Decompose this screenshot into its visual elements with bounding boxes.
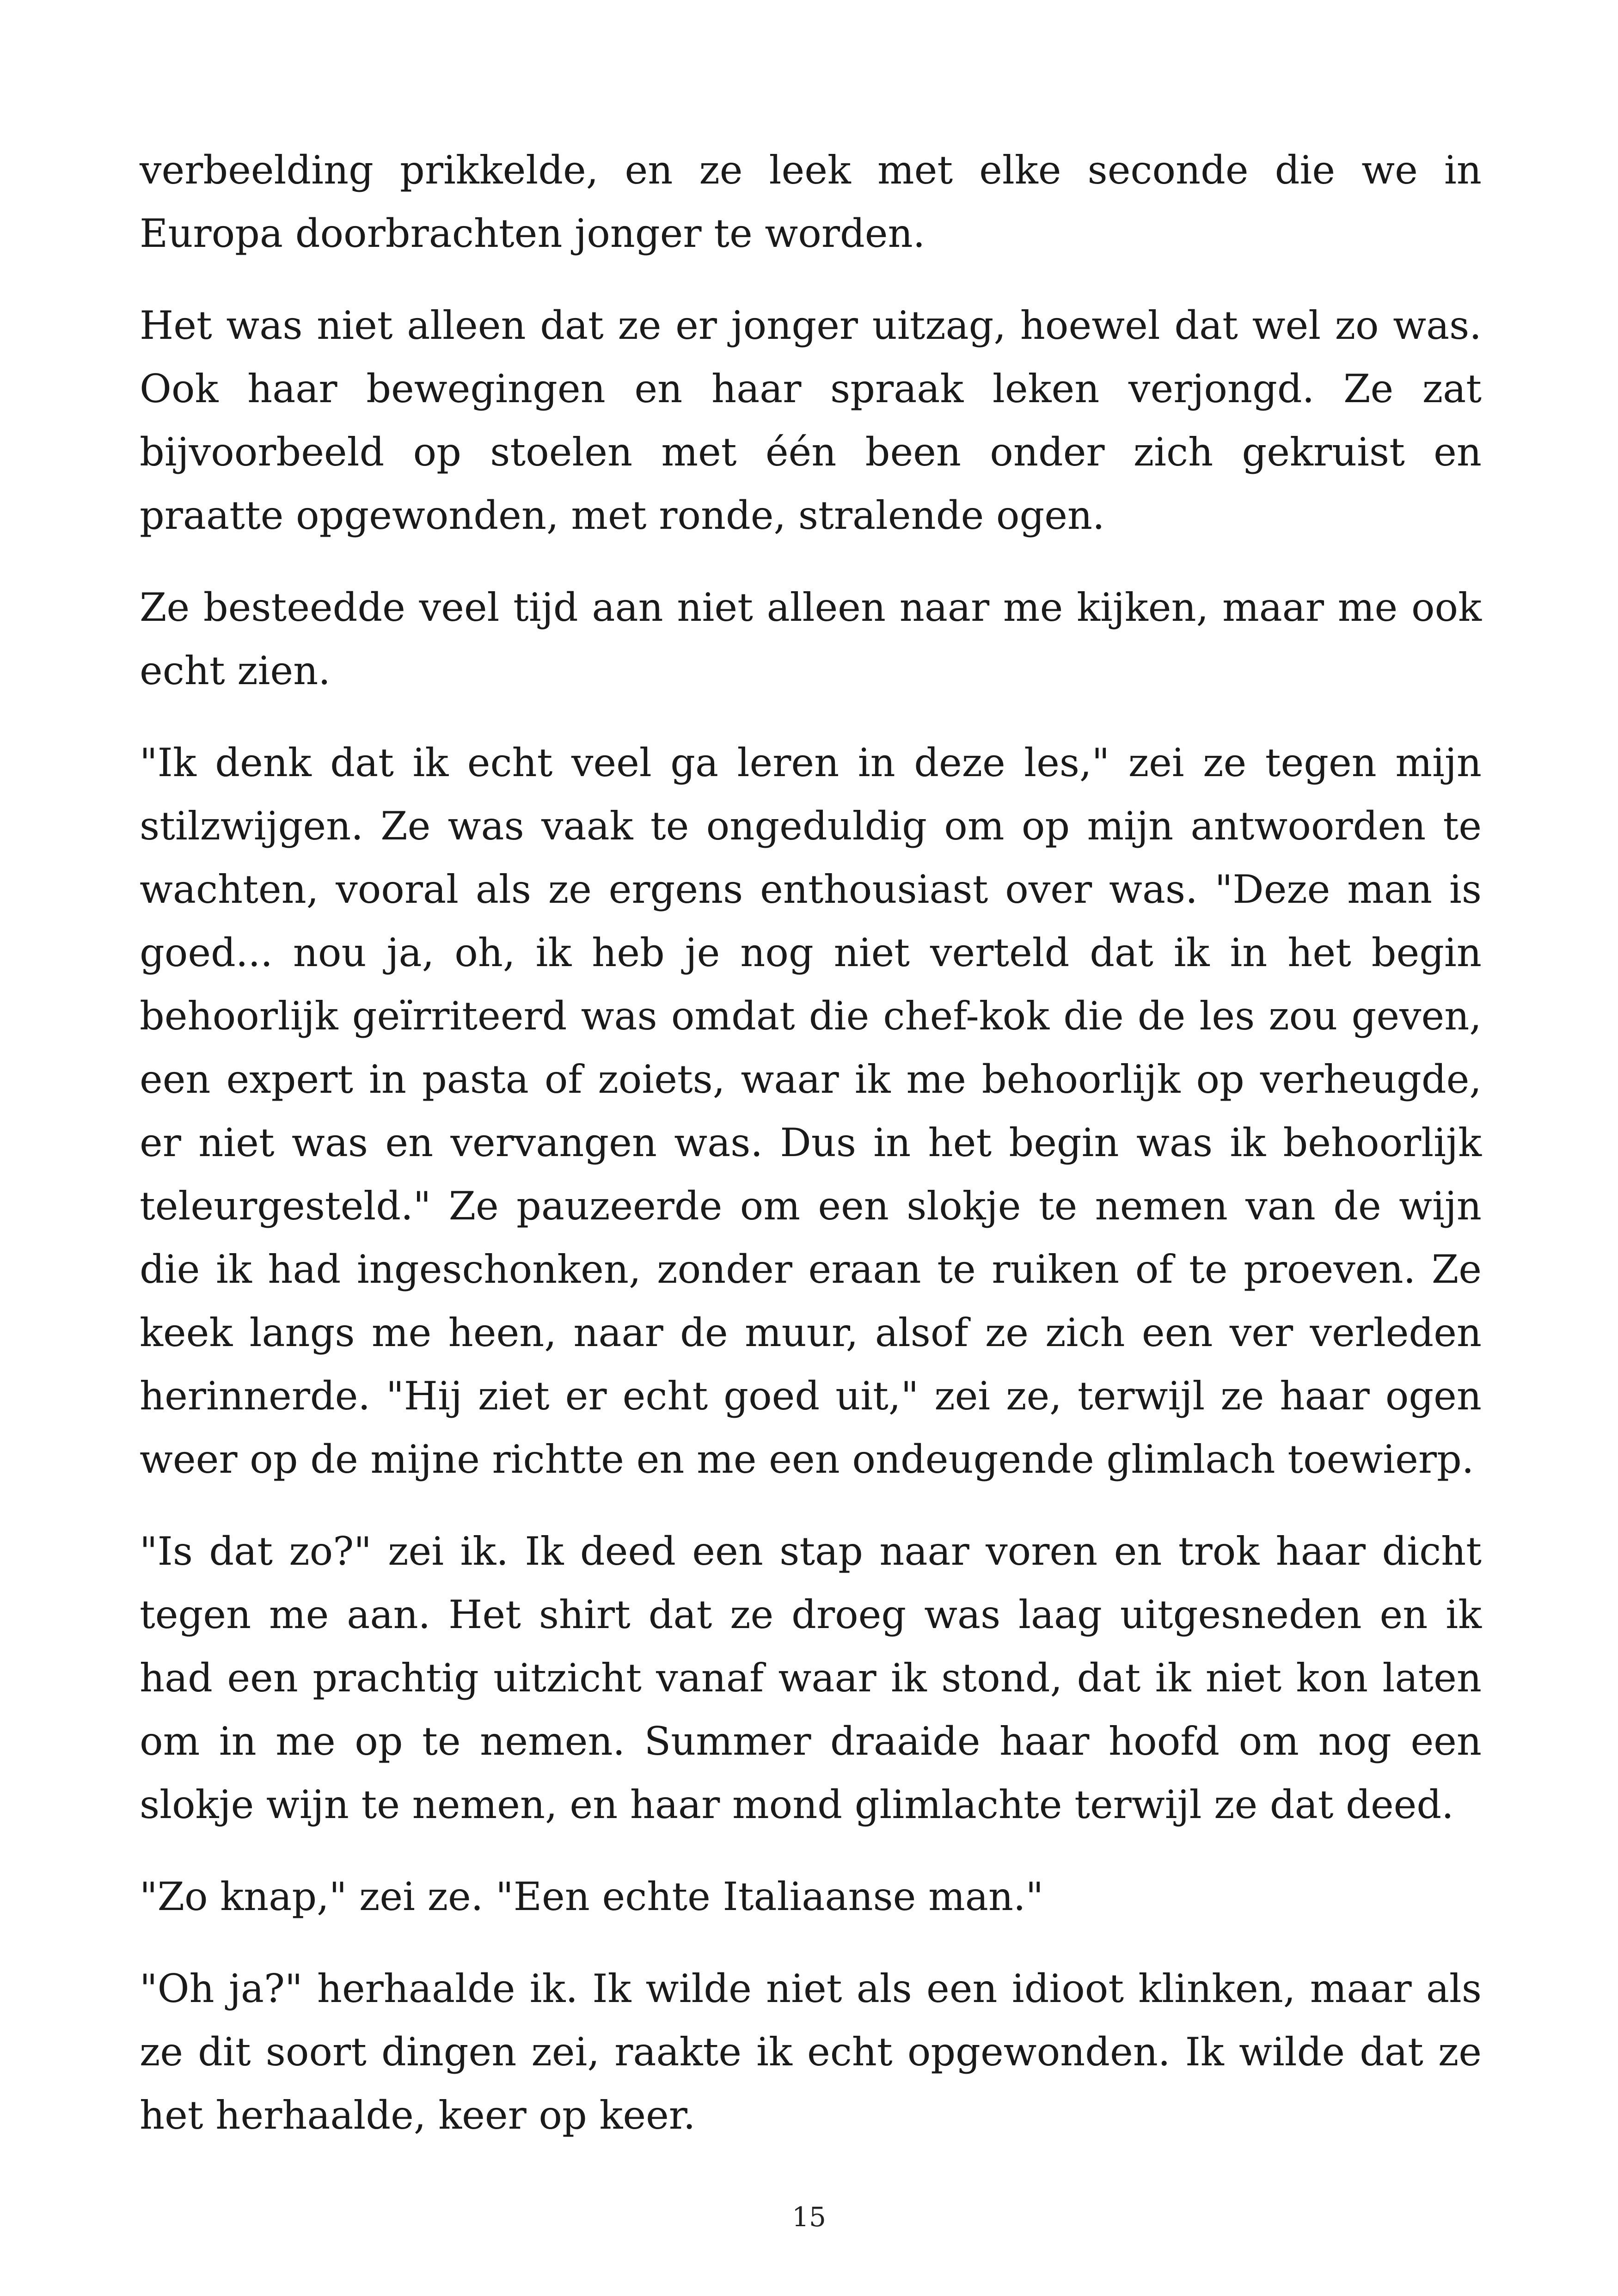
paragraph-5: "Is dat zo?" zei ik. Ik deed een stap naar voren en trok haar dicht tegen me aan. Het shirt dat ze droeg was laag uitgesneden en ik had een prachtig uitzicht vanaf waar ik stond, dat ik niet kon laten om in me op te nemen. Summer draaide haar hoofd om nog een slokje wijn te nemen, en haar mond glimlachte terwijl ze dat deed. xyxy=(140,1529,1482,1827)
paragraph-7: "Oh ja?" herhaalde ik. Ik wilde niet als een idioot klinken, maar als ze dit soort dingen zei, raakte ik echt opgewonden. Ik wilde dat ze het herhaalde, keer op keer. xyxy=(140,1966,1482,2138)
paragraph-3: Ze besteedde veel tijd aan niet alleen naar me kijken, maar me ook echt zien. xyxy=(140,585,1482,693)
paragraph-4: "Ik denk dat ik echt veel ga leren in deze les," zei ze tegen mijn stilzwijgen. Ze was vaak te ongeduldig om op mijn antwoorden te wachten, vooral als ze ergens enthousiast over was. "Deze man is goed... nou ja, oh, ik heb je nog niet verteld dat ik in het begin behoorlijk geïrriteerd was omdat die chef-kok die de les zou geven, een expert in pasta of zoiets, waar ik me behoorlijk op verheugde, er niet was en vervangen was. Dus in het begin was ik behoorlijk teleurgesteld." Ze pauzeerde om een slokje te nemen van de wijn die ik had ingeschonken, zonder eraan te ruiken of te proeven. Ze keek langs me heen, naar de muur, alsof ze zich een ver verleden herinnerde. "Hij ziet er echt goed uit," zei ze, terwijl ze haar ogen weer op de mijne richtte en me een ondeugende glimlach toewierp. xyxy=(140,740,1482,1482)
paragraph-6: "Zo knap," zei ze. "Een echte Italiaanse man." xyxy=(140,1874,1044,1919)
paragraph-1: verbeelding prikkelde, en ze leek met elke seconde die we in Europa doorbrachten jonger te worden. xyxy=(140,147,1482,256)
page-body xyxy=(140,139,1482,2176)
page-number: 15 xyxy=(792,2201,826,2233)
paragraph-2: Het was niet alleen dat ze er jonger uitzag, hoewel dat wel zo was. Ook haar bewegingen en haar spraak leken verjongd. Ze zat bijvoorbeeld op stoelen met één been onder zich gekruist en praatte opgewonden, met ronde, stralende ogen. xyxy=(140,303,1482,538)
